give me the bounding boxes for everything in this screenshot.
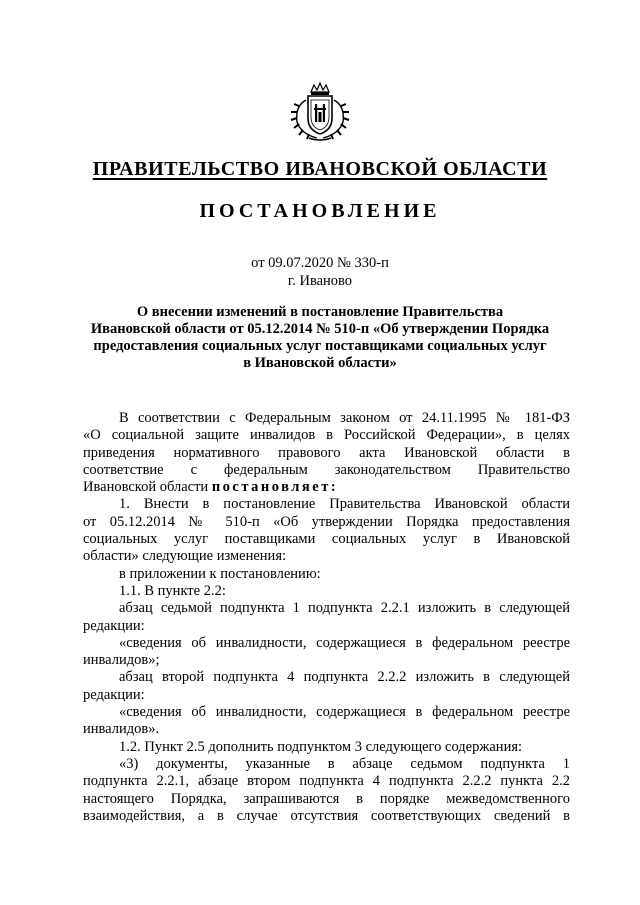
- subject-line: предоставления социальных услуг поставщиками социальных услуг: [93, 338, 547, 354]
- government-title: ПРАВИТЕЛЬСТВО ИВАНОВСКОЙ ОБЛАСТИ: [92, 158, 548, 180]
- subject-line: О внесении изменений в постановление Правительства: [136, 304, 504, 320]
- body-line: редакции:: [83, 617, 145, 634]
- body-text: Ивановской области: [83, 479, 209, 496]
- body-line: от 05.12.2014 № 510-п «Об утверждении Порядка предоставления: [83, 513, 570, 530]
- body-line: «3) документы, указанные в абзаце седьмом подпункта 1: [119, 755, 570, 772]
- city-line: г. Иваново: [287, 273, 353, 289]
- document-type-title: ПОСТАНОВЛЕНИЕ: [199, 200, 441, 222]
- body-line: инвалидов»;: [83, 652, 160, 669]
- body-line: инвалидов».: [83, 721, 160, 738]
- body-line: 1.2. Пункт 2.5 дополнить подпунктом 3 следующего содержания:: [119, 738, 523, 755]
- body-line: абзац седьмой подпункта 1 подпункта 2.2.1 изложить в следующей: [119, 600, 570, 617]
- body-line: области» следующие изменения:: [83, 548, 287, 565]
- body-line: взаимодействия, а в случае отсутствия соответствующих сведений в: [83, 807, 570, 824]
- coat-of-arms-emblem-icon: [287, 80, 353, 142]
- body-line: «сведения об инвалидности, содержащиеся в федеральном реестре: [119, 704, 570, 721]
- body-line: в приложении к постановлению:: [119, 565, 321, 582]
- body-line: настоящего Порядка, запрашиваются в порядке межведомственного: [83, 790, 570, 807]
- document-subject: [60, 304, 580, 372]
- body-line: социальных услуг поставщиками социальных услуг в Ивановской: [83, 531, 570, 548]
- subject-line: в Ивановской области»: [243, 355, 397, 371]
- body-line: соответствие с федеральным законодательством Правительство: [83, 461, 570, 478]
- resolves-word: постановляет:: [211, 479, 339, 496]
- body-line: редакции:: [83, 686, 145, 703]
- subject-line: Ивановской области от 05.12.2014 № 510-п «Об утверждении Порядка: [90, 321, 550, 337]
- body-line: «сведения об инвалидности, содержащиеся в федеральном реестре: [119, 634, 570, 651]
- body-line: В соответствии с Федеральным законом от 24.11.1995 № 181-ФЗ: [119, 410, 570, 426]
- body-line: [83, 479, 570, 496]
- body-line: приведения нормативного правового акта Ивановской области в: [83, 444, 570, 461]
- document-body: [83, 410, 570, 825]
- body-line: абзац второй подпункта 4 подпункта 2.2.2 изложить в следующей: [119, 669, 570, 686]
- body-line: 1. Внести в постановление Правительства Ивановской области: [119, 496, 570, 513]
- date-number-line: от 09.07.2020 № 330-п: [251, 255, 389, 271]
- body-line: «О социальной защите инвалидов в Российской Федерации», в целях: [83, 427, 570, 444]
- body-line: подпункта 2.2.1, абзаце втором подпункта 4 подпункта 2.2.2 пункта 2.2: [83, 773, 570, 790]
- body-line: 1.1. В пункте 2.2:: [119, 582, 226, 599]
